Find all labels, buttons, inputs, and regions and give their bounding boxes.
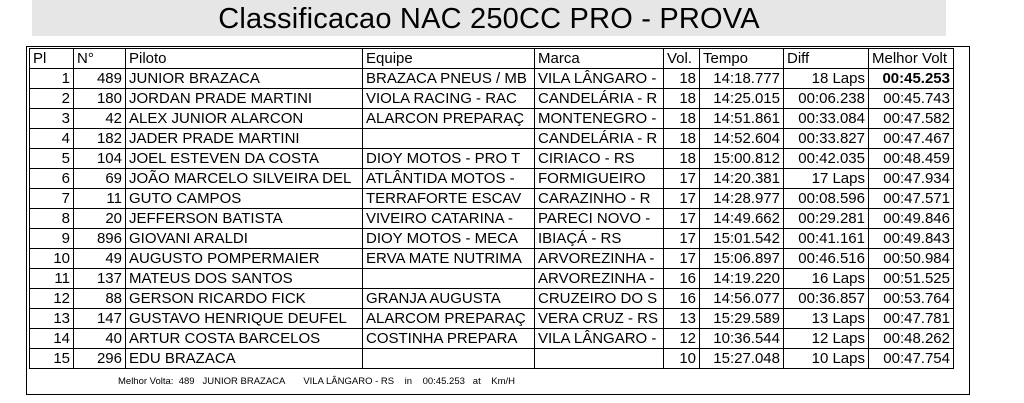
col-piloto-cell: JADER PRADE MARTINI: [126, 129, 363, 149]
col-diff-cell: 00:33.827: [784, 129, 869, 149]
col-tempo-header: Tempo: [700, 49, 784, 69]
page-title: Classificacao NAC 250CC PRO - PROVA: [218, 3, 760, 35]
col-melhor-cell: 00:51.525: [869, 269, 954, 289]
table-row: [30, 229, 954, 249]
col-melhor-cell: 00:47.754: [869, 349, 954, 369]
col-num-cell: 489: [74, 69, 126, 89]
col-melhor-cell: 00:48.262: [869, 329, 954, 349]
col-piloto-cell: JOEL ESTEVEN DA COSTA: [126, 149, 363, 169]
col-piloto-cell: ALEX JUNIOR ALARCON: [126, 109, 363, 129]
results-body: [30, 69, 954, 369]
col-equipe-cell: [363, 269, 535, 289]
col-vol-cell: 17: [664, 189, 700, 209]
col-tempo-cell: 14:20.381: [700, 169, 784, 189]
col-diff-cell: 00:29.281: [784, 209, 869, 229]
col-vol-cell: 18: [664, 129, 700, 149]
results-table: [29, 48, 954, 369]
col-pl-cell: 12: [30, 289, 74, 309]
col-melhor-cell: 00:47.467: [869, 129, 954, 149]
col-equipe-cell: COSTINHA PREPARA: [363, 329, 535, 349]
col-marca-cell: CANDELÁRIA - R: [535, 89, 664, 109]
table-row: [30, 129, 954, 149]
table-row: [30, 109, 954, 129]
table-row: [30, 249, 954, 269]
col-marca-cell: MONTENEGRO -: [535, 109, 664, 129]
col-pl-cell: 9: [30, 229, 74, 249]
col-pl-cell: 5: [30, 149, 74, 169]
table-row: [30, 89, 954, 109]
col-tempo-cell: 14:25.015: [700, 89, 784, 109]
col-diff-cell: 10 Laps: [784, 349, 869, 369]
col-melhor-cell: 00:49.846: [869, 209, 954, 229]
col-num-cell: 11: [74, 189, 126, 209]
col-num-header: N°: [74, 49, 126, 69]
col-vol-cell: 17: [664, 169, 700, 189]
col-tempo-cell: 15:29.589: [700, 309, 784, 329]
col-marca-header: Marca: [535, 49, 664, 69]
col-melhor-cell: 00:50.984: [869, 249, 954, 269]
col-vol-cell: 16: [664, 269, 700, 289]
col-marca-cell: ARVOREZINHA -: [535, 269, 664, 289]
col-melhor-header: Melhor Volt: [869, 49, 954, 69]
col-piloto-cell: GIOVANI ARALDI: [126, 229, 363, 249]
col-equipe-cell: BRAZACA PNEUS / MB: [363, 69, 535, 89]
col-melhor-cell: 00:49.843: [869, 229, 954, 249]
col-diff-cell: 00:42.035: [784, 149, 869, 169]
col-vol-cell: 17: [664, 249, 700, 269]
col-tempo-cell: 14:49.662: [700, 209, 784, 229]
col-num-cell: 137: [74, 269, 126, 289]
col-marca-cell: CARAZINHO - R: [535, 189, 664, 209]
col-equipe-cell: ERVA MATE NUTRIMA: [363, 249, 535, 269]
col-pl-cell: 1: [30, 69, 74, 89]
col-pl-header: Pl: [30, 49, 74, 69]
col-pl-cell: 2: [30, 89, 74, 109]
col-num-cell: 896: [74, 229, 126, 249]
col-melhor-cell: 00:47.934: [869, 169, 954, 189]
col-marca-cell: VERA CRUZ - RS: [535, 309, 664, 329]
col-piloto-header: Piloto: [126, 49, 363, 69]
col-diff-cell: 00:08.596: [784, 189, 869, 209]
col-vol-cell: 13: [664, 309, 700, 329]
col-marca-cell: FORMIGUEIRO: [535, 169, 664, 189]
header-row: [30, 49, 954, 69]
col-vol-cell: 16: [664, 289, 700, 309]
col-num-cell: 147: [74, 309, 126, 329]
col-marca-cell: ARVOREZINHA -: [535, 249, 664, 269]
col-diff-cell: 00:41.161: [784, 229, 869, 249]
col-equipe-cell: ATLÂNTIDA MOTOS -: [363, 169, 535, 189]
table-row: [30, 189, 954, 209]
col-marca-cell: IBIAÇÁ - RS: [535, 229, 664, 249]
col-num-cell: 296: [74, 349, 126, 369]
col-diff-header: Diff: [784, 49, 869, 69]
col-piloto-cell: AUGUSTO POMPERMAIER: [126, 249, 363, 269]
col-tempo-cell: 10:36.544: [700, 329, 784, 349]
col-equipe-cell: VIVEIRO CATARINA -: [363, 209, 535, 229]
col-tempo-cell: 14:52.604: [700, 129, 784, 149]
col-diff-cell: 00:36.857: [784, 289, 869, 309]
col-pl-cell: 14: [30, 329, 74, 349]
table-row: [30, 169, 954, 189]
col-equipe-cell: VIOLA RACING - RAC: [363, 89, 535, 109]
col-melhor-cell: 00:53.764: [869, 289, 954, 309]
col-num-cell: 104: [74, 149, 126, 169]
col-diff-cell: 18 Laps: [784, 69, 869, 89]
col-num-cell: 88: [74, 289, 126, 309]
col-vol-cell: 17: [664, 229, 700, 249]
col-melhor-cell: 00:47.571: [869, 189, 954, 209]
col-piloto-cell: JORDAN PRADE MARTINI: [126, 89, 363, 109]
col-marca-cell: CRUZEIRO DO S: [535, 289, 664, 309]
col-tempo-cell: 14:18.777: [700, 69, 784, 89]
col-marca-cell: PARECI NOVO -: [535, 209, 664, 229]
col-vol-cell: 17: [664, 209, 700, 229]
col-piloto-cell: GERSON RICARDO FICK: [126, 289, 363, 309]
col-tempo-cell: 14:56.077: [700, 289, 784, 309]
col-equipe-cell: [363, 129, 535, 149]
col-pl-cell: 15: [30, 349, 74, 369]
table-row: [30, 289, 954, 309]
col-melhor-cell: 00:45.743: [869, 89, 954, 109]
col-vol-cell: 18: [664, 149, 700, 169]
col-diff-cell: 00:06.238: [784, 89, 869, 109]
col-pl-cell: 11: [30, 269, 74, 289]
col-equipe-header: Equipe: [363, 49, 535, 69]
col-tempo-cell: 15:00.812: [700, 149, 784, 169]
col-num-cell: 42: [74, 109, 126, 129]
table-row: [30, 309, 954, 329]
col-tempo-cell: 14:28.977: [700, 189, 784, 209]
col-marca-cell: CANDELÁRIA - R: [535, 129, 664, 149]
col-diff-cell: 16 Laps: [784, 269, 869, 289]
col-pl-cell: 7: [30, 189, 74, 209]
col-diff-cell: 17 Laps: [784, 169, 869, 189]
col-pl-cell: 8: [30, 209, 74, 229]
col-num-cell: 49: [74, 249, 126, 269]
best-lap-footer: Melhor Volta: 489 JUNIOR BRAZACA VILA LÂNGARO - RS in 00:45.253 at Km/H: [118, 376, 516, 387]
col-vol-cell: 18: [664, 69, 700, 89]
col-tempo-cell: 14:51.861: [700, 109, 784, 129]
col-marca-cell: VILA LÂNGARO -: [535, 329, 664, 349]
col-equipe-cell: [363, 349, 535, 369]
col-num-cell: 40: [74, 329, 126, 349]
col-piloto-cell: JUNIOR BRAZACA: [126, 69, 363, 89]
col-marca-cell: VILA LÂNGARO -: [535, 69, 664, 89]
col-pl-cell: 13: [30, 309, 74, 329]
col-piloto-cell: MATEUS DOS SANTOS: [126, 269, 363, 289]
col-piloto-cell: GUTO CAMPOS: [126, 189, 363, 209]
col-tempo-cell: 15:06.897: [700, 249, 784, 269]
col-vol-cell: 12: [664, 329, 700, 349]
table-row: [30, 149, 954, 169]
table-row: [30, 349, 954, 369]
col-equipe-cell: ALARCON PREPARAÇ: [363, 109, 535, 129]
col-num-cell: 20: [74, 209, 126, 229]
col-diff-cell: 12 Laps: [784, 329, 869, 349]
col-piloto-cell: EDU BRAZACA: [126, 349, 363, 369]
table-row: [30, 209, 954, 229]
col-diff-cell: 13 Laps: [784, 309, 869, 329]
col-num-cell: 180: [74, 89, 126, 109]
col-piloto-cell: GUSTAVO HENRIQUE DEUFEL: [126, 309, 363, 329]
col-pl-cell: 10: [30, 249, 74, 269]
col-marca-cell: [535, 349, 664, 369]
col-melhor-cell: 00:48.459: [869, 149, 954, 169]
col-num-cell: 69: [74, 169, 126, 189]
col-vol-cell: 18: [664, 89, 700, 109]
col-equipe-cell: ALARCOM PREPARAÇ: [363, 309, 535, 329]
col-pl-cell: 4: [30, 129, 74, 149]
col-piloto-cell: JEFFERSON BATISTA: [126, 209, 363, 229]
col-equipe-cell: DIOY MOTOS - PRO T: [363, 149, 535, 169]
col-equipe-cell: TERRAFORTE ESCAV: [363, 189, 535, 209]
col-diff-cell: 00:46.516: [784, 249, 869, 269]
col-equipe-cell: GRANJA AUGUSTA: [363, 289, 535, 309]
col-marca-cell: CIRIACO - RS: [535, 149, 664, 169]
col-num-cell: 182: [74, 129, 126, 149]
table-row: [30, 269, 954, 289]
col-melhor-cell: 00:45.253: [869, 69, 954, 89]
col-equipe-cell: DIOY MOTOS - MECA: [363, 229, 535, 249]
col-piloto-cell: ARTUR COSTA BARCELOS: [126, 329, 363, 349]
title-bar: [32, 0, 946, 36]
col-melhor-cell: 00:47.582: [869, 109, 954, 129]
col-diff-cell: 00:33.084: [784, 109, 869, 129]
col-pl-cell: 3: [30, 109, 74, 129]
table-row: [30, 69, 954, 89]
col-vol-cell: 10: [664, 349, 700, 369]
col-tempo-cell: 14:19.220: [700, 269, 784, 289]
table-row: [30, 329, 954, 349]
col-piloto-cell: JOÃO MARCELO SILVEIRA DEL: [126, 169, 363, 189]
col-pl-cell: 6: [30, 169, 74, 189]
col-vol-cell: 18: [664, 109, 700, 129]
col-melhor-cell: 00:47.781: [869, 309, 954, 329]
col-tempo-cell: 15:27.048: [700, 349, 784, 369]
col-vol-header: Vol.: [664, 49, 700, 69]
col-tempo-cell: 15:01.542: [700, 229, 784, 249]
